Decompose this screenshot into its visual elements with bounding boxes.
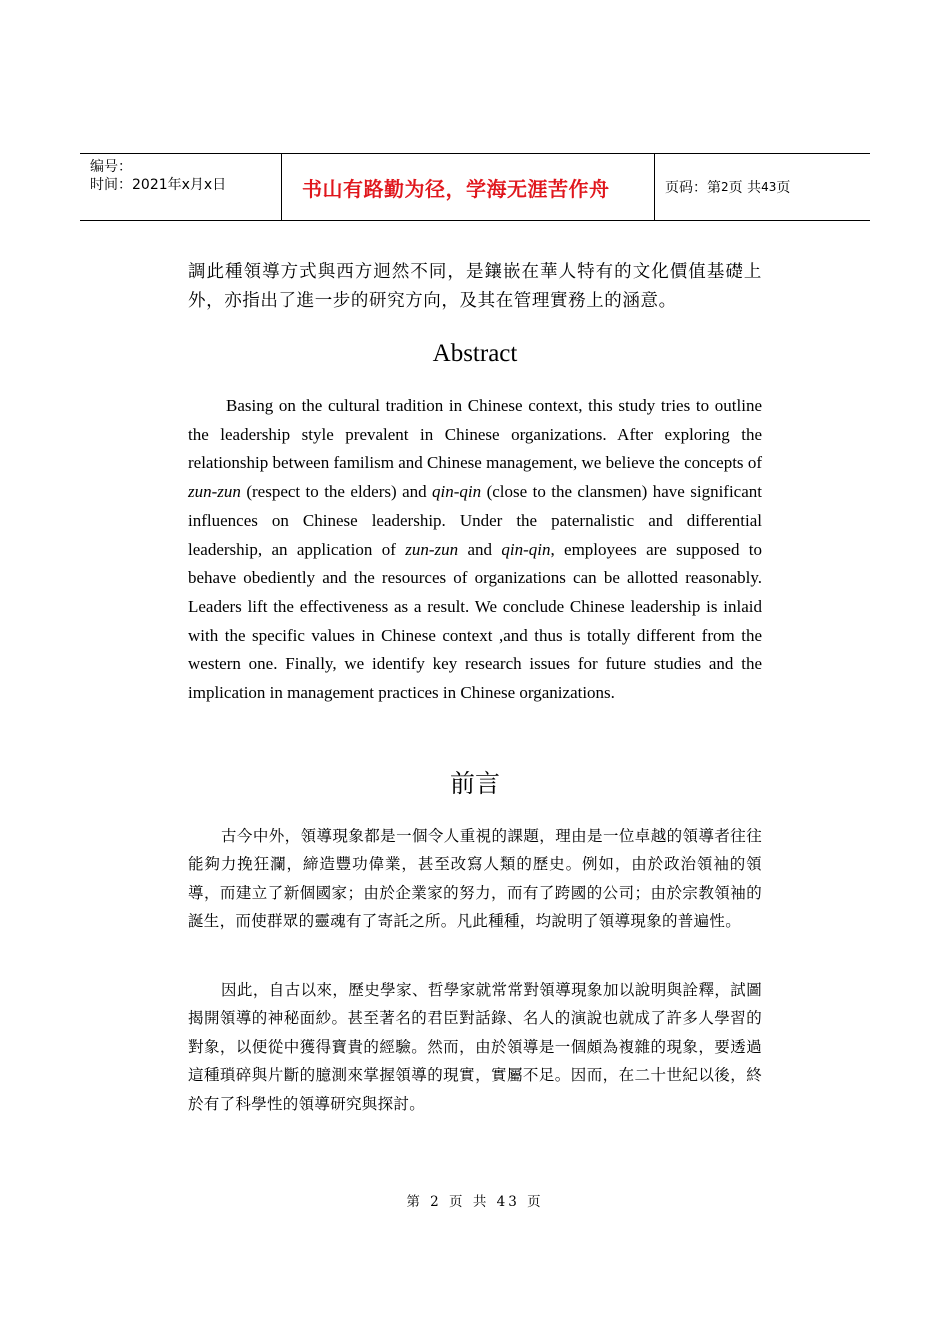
footer-prefix: 第: [406, 1194, 423, 1210]
header-meta-cell: [80, 154, 282, 220]
page-footer: [0, 1190, 950, 1210]
footer-suffix: 页: [527, 1194, 544, 1210]
header-page-mid: 页 共: [728, 180, 762, 196]
abstract-title: Abstract: [432, 340, 518, 367]
foreword-paragraph-2: 因此，自古以來，歷史學家、哲學家就常常對領導現象加以說明與詮釋，試圖揭開領導的神秘面紗。甚至著名的君臣對話錄、名人的演說也就成了許多人學習的對象，以便從中獲得寶貴的經驗。然而，由於領導是一個頗為複雜的現象，要透過這種瑣碎與片斷的臆測來掌握領導的現實，實屬不足。因而，在二十世紀以後，終於有了科學性的領導研究與探討。: [188, 981, 762, 1113]
time-label: 时间：2021年x月x日: [90, 177, 227, 193]
term-qin-qin: qin-qin: [432, 482, 482, 502]
term-qin-qin: qin-qin: [501, 539, 551, 559]
header-page-current: 2: [721, 180, 729, 194]
abstract-paragraph: Basing on the cultural tradition in Chinese context, this study tries to outline the leadership style prevalent in Chinese organizations. After exploring the relationship between familism and Chinese management, we believe the concepts of zun-zun (respect to the elders) and qin-qin (close to the clansmen) have significant influences on Chinese leadership. Under the paternalistic and differential leadership, an application of zun-zun and qin-qin, employees are supposed to behave obediently and the resources of organizations can be allotted reasonably. Leaders lift the effectiveness as a result. We conclude Chinese leadership is inlaid with the specific values in Chinese context ,and thus is totally different from the western one. Finally, we identify key research issues for future studies and the implication in management practices in Chinese organizations.: [188, 396, 763, 703]
foreword-title: 前言: [449, 769, 500, 798]
footer-current-page: 2: [430, 1194, 442, 1210]
term-zun-zun: zun-zun: [405, 539, 459, 559]
foreword-paragraph-1: 古今中外，領導現象都是一個令人重視的課題，理由是一位卓越的領導者往往能夠力挽狂瀾，締造豐功偉業，甚至改寫人類的歷史。例如，由於政治領袖的領導，而建立了新個國家；由於企業家的努力，而有了跨國的公司；由於宗教領袖的誕生，而使群眾的靈魂有了寄託之所。凡此種種，均說明了領導現象的普遍性。: [188, 827, 762, 931]
abstract-body: [188, 392, 762, 708]
header-page-total: 43: [761, 180, 777, 194]
header-page-prefix: 页码：第: [665, 180, 721, 196]
document-header: [80, 153, 870, 221]
serial-label: 编号：: [90, 159, 132, 175]
header-motto: 书山有路勤为径，学海无涯苦作舟: [282, 154, 655, 220]
term-zun-zun: zun-zun: [188, 482, 241, 502]
footer-mid: 页 共: [449, 1194, 490, 1210]
header-page-cell: [655, 154, 870, 220]
chinese-abstract-ending: 調此種領導方式與西方迥然不同，是鑲嵌在華人特有的文化價值基礎上外，亦指出了進一步的研究方向，及其在管理實務上的涵意。: [188, 262, 762, 311]
footer-total-pages: 43: [496, 1194, 520, 1210]
header-page-suffix: 页: [776, 180, 791, 196]
